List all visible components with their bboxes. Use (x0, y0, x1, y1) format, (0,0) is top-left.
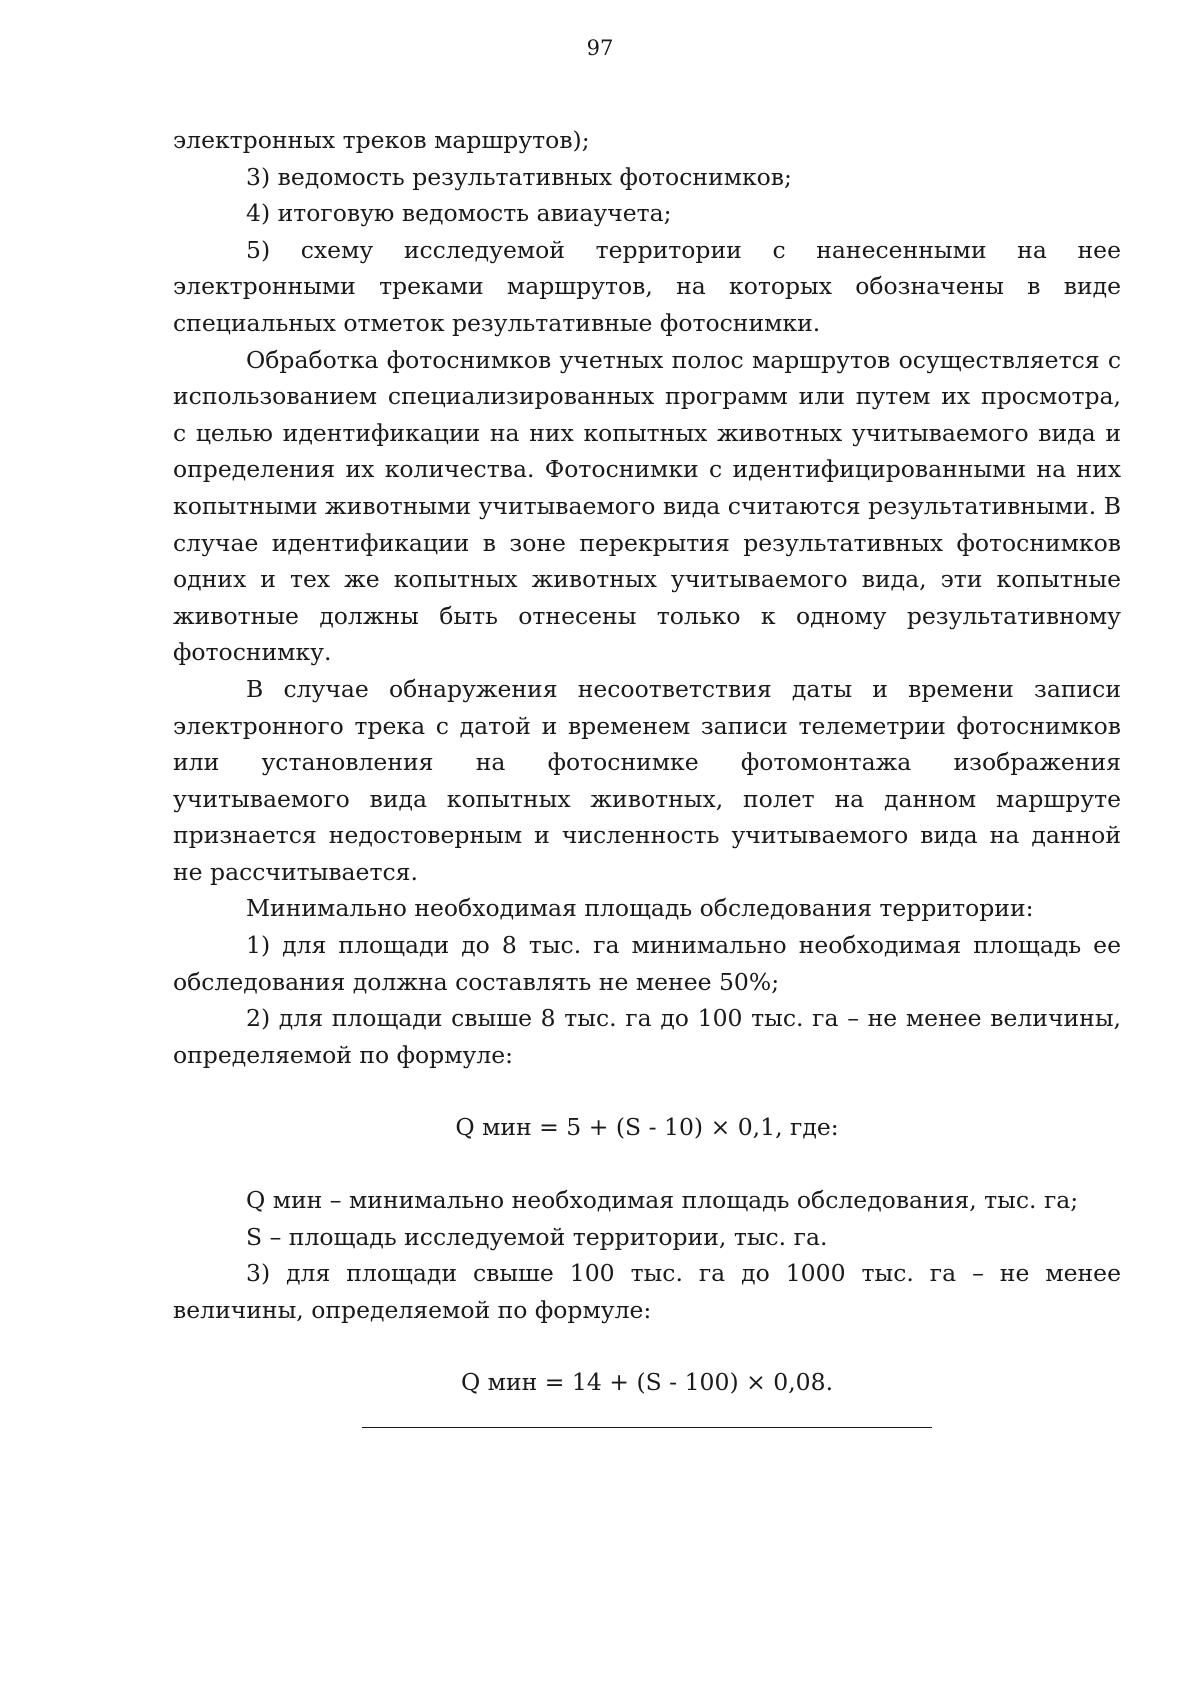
paragraph-mismatch: В случае обнаружения несоответствия даты и времени записи электронного трека с датой и временем записи телеметрии фотоснимков или установления на фотоснимке фотомонтажа изображения учитываемого вида копытных животных, полет на данном маршруте признается недостоверным и численность учитываемого вида на данной не рассчитывается. (173, 674, 1121, 886)
body-text (173, 122, 1121, 1437)
definition-q-min: Q мин – минимально необходимая площадь обследования, тыс. га; (246, 1186, 1079, 1215)
list-item-area-1: 1) для площади до 8 тыс. га минимально необходимая площадь ее обследования должна составлять не менее 50%; (173, 931, 1121, 996)
footer-divider (362, 1427, 932, 1428)
paragraph-photo-processing: Обработка фотоснимков учетных полос маршрутов осуществляется с использованием специализированных программ или путем их просмотра, с целью идентификации на них копытных животных учитываемого вида и определения их количества. Фотоснимки с идентифицированными на них копытными животными учитываемого вида считаются результативными. В случае идентификации в зоне перекрытия результативных фотоснимков одних и тех же копытных животных учитываемого вида, эти копытные животные должны быть отнесены только к одному результативному фотоснимку. (173, 345, 1121, 667)
list-item-5: 5) схему исследуемой территории с нанесенными на нее электронными треками маршрутов, на которых обозначены в виде специальных отметок результативные фотоснимки. (173, 235, 1121, 337)
definition-s: S – площадь исследуемой территории, тыс. га. (246, 1222, 828, 1251)
formula-1: Q мин = 5 + (S - 10) × 0,1, где: (455, 1113, 839, 1142)
list-item-4: 4) итоговую ведомость авиаучета; (246, 199, 672, 228)
list-item-area-3: 3) для площади свыше 100 тыс. га до 1000 тыс. га – не менее величины, определяемой по формуле: (173, 1259, 1121, 1324)
list-item-3: 3) ведомость результативных фотоснимков; (246, 162, 792, 191)
paragraph-min-area-heading: Минимально необходимая площадь обследования территории: (246, 894, 1034, 923)
page-number: 97 (586, 36, 614, 60)
formula-2: Q мин = 14 + (S - 100) × 0,08. (460, 1368, 834, 1397)
list-item-area-2: 2) для площади свыше 8 тыс. га до 100 тыс. га – не менее величины, определяемой по формуле: (173, 1004, 1121, 1069)
paragraph-continuation: электронных треков маршрутов); (173, 126, 590, 154)
